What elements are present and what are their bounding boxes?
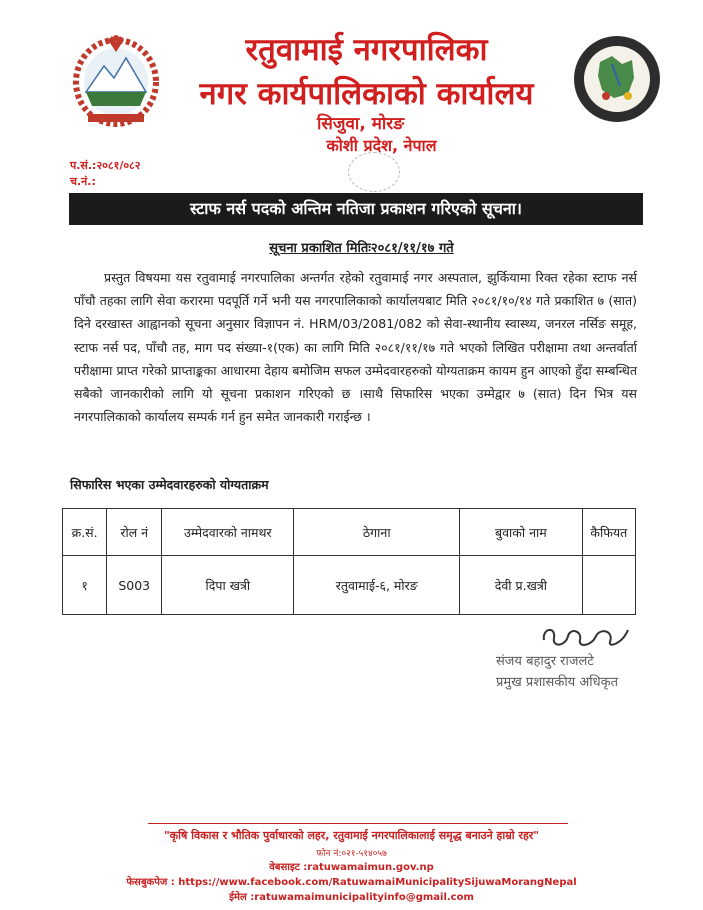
footer-divider [148,823,568,824]
office-name: नगर कार्यपालिकाको कार्यालय [199,76,534,112]
cell-name: दिपा खत्री [162,556,294,615]
column-header-address: ठेगाना [294,509,460,556]
dispatch-number: च.नं.: [70,175,96,188]
office-stamp [348,152,400,192]
column-header-roll: रोल नं [107,509,162,556]
candidate-table [62,508,636,615]
column-header-name: उम्मेदवारको नामथर [162,509,294,556]
candidate-list-title: सिफारिस भएका उम्मेदवारहरुको योग्यताक्रम [70,477,269,492]
cell-address: रतुवामाई-६, मोरङ [294,556,460,615]
table-header-row [63,509,636,556]
municipality-name: रतुवामाई नगरपालिका [245,32,488,68]
footer-phone: फोन नं:०२१-५१४०५७ [316,849,387,859]
notice-heading: स्टाफ नर्स पदको अन्तिम नतिजा प्रकाशन गरिएको सूचना। [69,193,643,225]
address-line-2: कोशी प्रदेश, नेपाल [326,136,437,155]
footer-slogan: "कृषि विकास र भौतिक पुर्वाधारको लहर, रतुवामाई नगरपालिकालाई समृद्ध बनाउने हाम्रो रहर" [163,829,540,842]
column-header-remarks: कैफियत [582,509,635,556]
signatory-title: प्रमुख प्रशासकीय अधिकृत [496,675,619,690]
notice-body: प्रस्तुत विषयमा यस रतुवामाई नगरपालिका अन्तर्गत रहेको रतुवामाई नगर अस्पताल, झुर्कियामा रिक्त रहेका स्टाफ नर्स पाँचौ तहका लागि सेवा करारमा पदपूर्ति गर्ने भनी यस नगरपालिकाको कार्यालयबाट मिति २०८१/१०/१४ गते प्रकाशित ७ (सात) दिने दरखास्त आह्वानको सूचना अनुसार विज्ञापन नं. HRM/03/2081/082 को सेवा-स्थानीय स्वास्थ्य, जनरल नर्सिङ समूह, स्टाफ नर्स पद, पाँचौ तह, माग पद संख्या-१(एक) का लागि मिति २०८१/११/१७ गते भएको लिखित परीक्षामा तथा अन्तर्वार्ता परीक्षामा प्राप्त गरेको प्राप्ताङ्कका आधारमा देहाय बमोजिम सफल उम्मेदवारहरुको योग्यताक्रम कायम हुन आएको हुँदा सम्बन्धित सबैको जानकारीको लागि यो सूचना प्रकाशन गरिएको छ ।साथै सिफारिस भएका उम्मेद्वार ७ (सात) दिन भित्र यस नगरपालिकाको कार्यालय सम्पर्क गर्न हुन समेत जानकारी गराईन्छ । [74,270,637,425]
signatory-name: संजय बहादुर राजलटे [496,654,594,669]
cell-roll: S003 [107,556,162,615]
footer-email-link[interactable]: ईमेल :ratuwamaimunicipalityinfo@gmail.com [229,892,474,903]
table-row [63,556,636,615]
reference-number: प.सं.:२०८१/०८२ [70,159,141,172]
signature-mark [536,618,636,654]
column-header-sn: क्र.सं. [63,509,107,556]
footer-facebook-link[interactable]: फेसबुकपेज : https://www.facebook.com/RatuwamaiMunicipalitySijuwaMorangNepal [126,877,577,888]
cell-father: देवी प्र.खत्री [460,556,583,615]
footer-website-link[interactable]: वेबसाइट :ratuwamaimun.gov.np [269,862,434,873]
address-line-1: सिजुवा, मोरङ [316,114,405,134]
cell-sn: १ [63,556,107,615]
published-date: सूचना प्रकाशित मितिः२०८१/११/१७ गते [269,241,454,256]
cell-remarks [582,556,635,615]
column-header-father: बुवाको नाम [460,509,583,556]
